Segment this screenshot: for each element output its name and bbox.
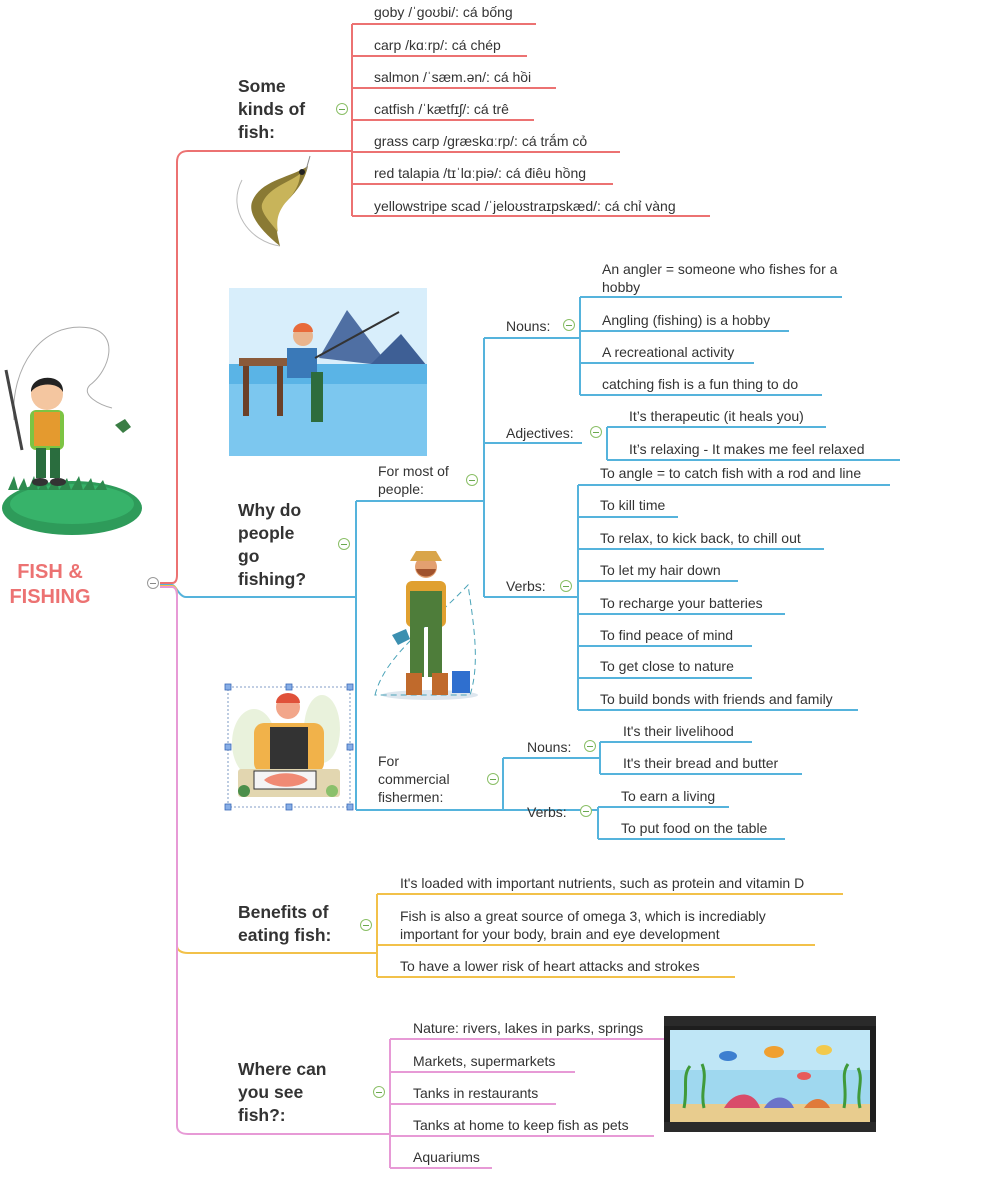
jumping-fish-illustration xyxy=(230,150,320,250)
where-item[interactable]: Tanks at home to keep fish as pets xyxy=(413,1117,629,1133)
central-topic[interactable] xyxy=(0,560,100,610)
adjective-item[interactable]: It’s therapeutic (it heals you) xyxy=(629,408,804,424)
group-label-commercial[interactable]: For commercial fishermen: xyxy=(378,753,450,805)
fish-kind-item[interactable]: carp /kɑːrp/: cá chép xyxy=(374,37,501,53)
fish-kind-item[interactable]: grass carp /græskɑːrp/: cá trắm cỏ xyxy=(374,133,588,149)
verb-item[interactable]: To angle = to catch fish with a rod and line xyxy=(600,465,862,481)
collapse-toggle-icon[interactable] xyxy=(338,538,350,550)
benefit-item[interactable]: To have a lower risk of heart attacks and strokes xyxy=(400,958,700,974)
boy-angler-illustration xyxy=(0,310,150,540)
verb-item[interactable]: To kill time xyxy=(600,497,666,513)
collapse-toggle-icon[interactable] xyxy=(147,577,159,589)
commercial-verb-item[interactable]: To put food on the table xyxy=(621,820,768,836)
noun-item[interactable]: A recreational activity xyxy=(602,344,735,360)
aquarium-illustration xyxy=(664,1016,876,1136)
noun-item[interactable]: Angling (fishing) is a hobby xyxy=(602,312,771,328)
verb-item[interactable]: To build bonds with friends and family xyxy=(600,691,833,707)
verb-item[interactable]: To let my hair down xyxy=(600,562,721,578)
collapse-toggle-icon[interactable] xyxy=(373,1086,385,1098)
verb-item[interactable]: To recharge your batteries xyxy=(600,595,763,611)
sub-label-verbs[interactable]: Verbs: xyxy=(506,578,546,594)
central-topic-line1: FISH & xyxy=(17,561,83,583)
fish-kind-item[interactable]: catfish /ˈkætfɪʃ/: cá trê xyxy=(374,101,509,117)
noun-item[interactable]: An angler = someone who fishes for a hobby xyxy=(602,261,838,295)
collapse-toggle-icon[interactable] xyxy=(590,426,602,438)
branch-title-why[interactable]: Why do people go fishing? xyxy=(238,500,307,589)
collapse-toggle-icon[interactable] xyxy=(466,474,478,486)
benefit-item[interactable]: Fish is also a great source of omega 3, which is incrediably important for your body, brain and eye development xyxy=(400,908,766,942)
adjective-item[interactable]: It’s relaxing - It makes me feel relaxed xyxy=(629,441,865,457)
collapse-toggle-icon[interactable] xyxy=(336,103,348,115)
sub-label-nouns-commercial[interactable]: Nouns: xyxy=(527,739,572,755)
commercial-noun-item[interactable]: It's their bread and butter xyxy=(623,755,779,771)
fishmonger-illustration[interactable] xyxy=(224,683,354,811)
central-topic-line2: FISHING xyxy=(9,586,91,608)
collapse-toggle-icon[interactable] xyxy=(580,805,592,817)
branch-title-kinds[interactable]: Some kinds of fish: xyxy=(238,76,306,142)
fish-kind-item[interactable]: goby /ˈɡoʊbi/: cá bống xyxy=(374,4,513,20)
verb-item[interactable]: To relax, to kick back, to chill out xyxy=(600,530,801,546)
where-item[interactable]: Tanks in restaurants xyxy=(413,1085,539,1101)
verb-item[interactable]: To find peace of mind xyxy=(600,627,734,643)
sub-label-nouns[interactable]: Nouns: xyxy=(506,318,551,334)
where-item[interactable]: Markets, supermarkets xyxy=(413,1053,556,1069)
sub-label-verbs-commercial[interactable]: Verbs: xyxy=(527,804,567,820)
group-label-most-people[interactable]: For most of people: xyxy=(378,463,449,497)
fish-kind-item[interactable]: salmon /ˈsæm.ən/: cá hồi xyxy=(374,69,532,85)
commercial-verb-item[interactable]: To earn a living xyxy=(621,788,716,804)
fish-kind-item[interactable]: red talapia /tɪˈlɑːpiə/: cá điêu hồng xyxy=(374,165,587,181)
branch-title-where[interactable]: Where can you see fish?: xyxy=(238,1059,327,1125)
collapse-toggle-icon[interactable] xyxy=(560,580,572,592)
net-fisherman-illustration xyxy=(370,545,485,705)
commercial-noun-item[interactable]: It's their livelihood xyxy=(623,723,734,739)
collapse-toggle-icon[interactable] xyxy=(563,319,575,331)
lake-fisherman-illustration xyxy=(229,288,427,456)
branch-title-benefits[interactable]: Benefits of eating fish: xyxy=(238,902,332,945)
collapse-toggle-icon[interactable] xyxy=(487,773,499,785)
noun-item[interactable]: catching fish is a fun thing to do xyxy=(602,376,799,392)
collapse-toggle-icon[interactable] xyxy=(360,919,372,931)
benefit-item[interactable]: It's loaded with important nutrients, such as protein and vitamin D xyxy=(400,875,805,891)
collapse-toggle-icon[interactable] xyxy=(584,740,596,752)
fish-kind-item[interactable]: yellowstripe scad /ˈjeloʊstraɪpskæd/: cá chỉ vàng xyxy=(374,198,676,214)
where-item[interactable]: Aquariums xyxy=(413,1149,480,1165)
sub-label-adjectives[interactable]: Adjectives: xyxy=(506,425,574,441)
verb-item[interactable]: To get close to nature xyxy=(600,658,734,674)
where-item[interactable]: Nature: rivers, lakes in parks, springs xyxy=(413,1020,644,1036)
